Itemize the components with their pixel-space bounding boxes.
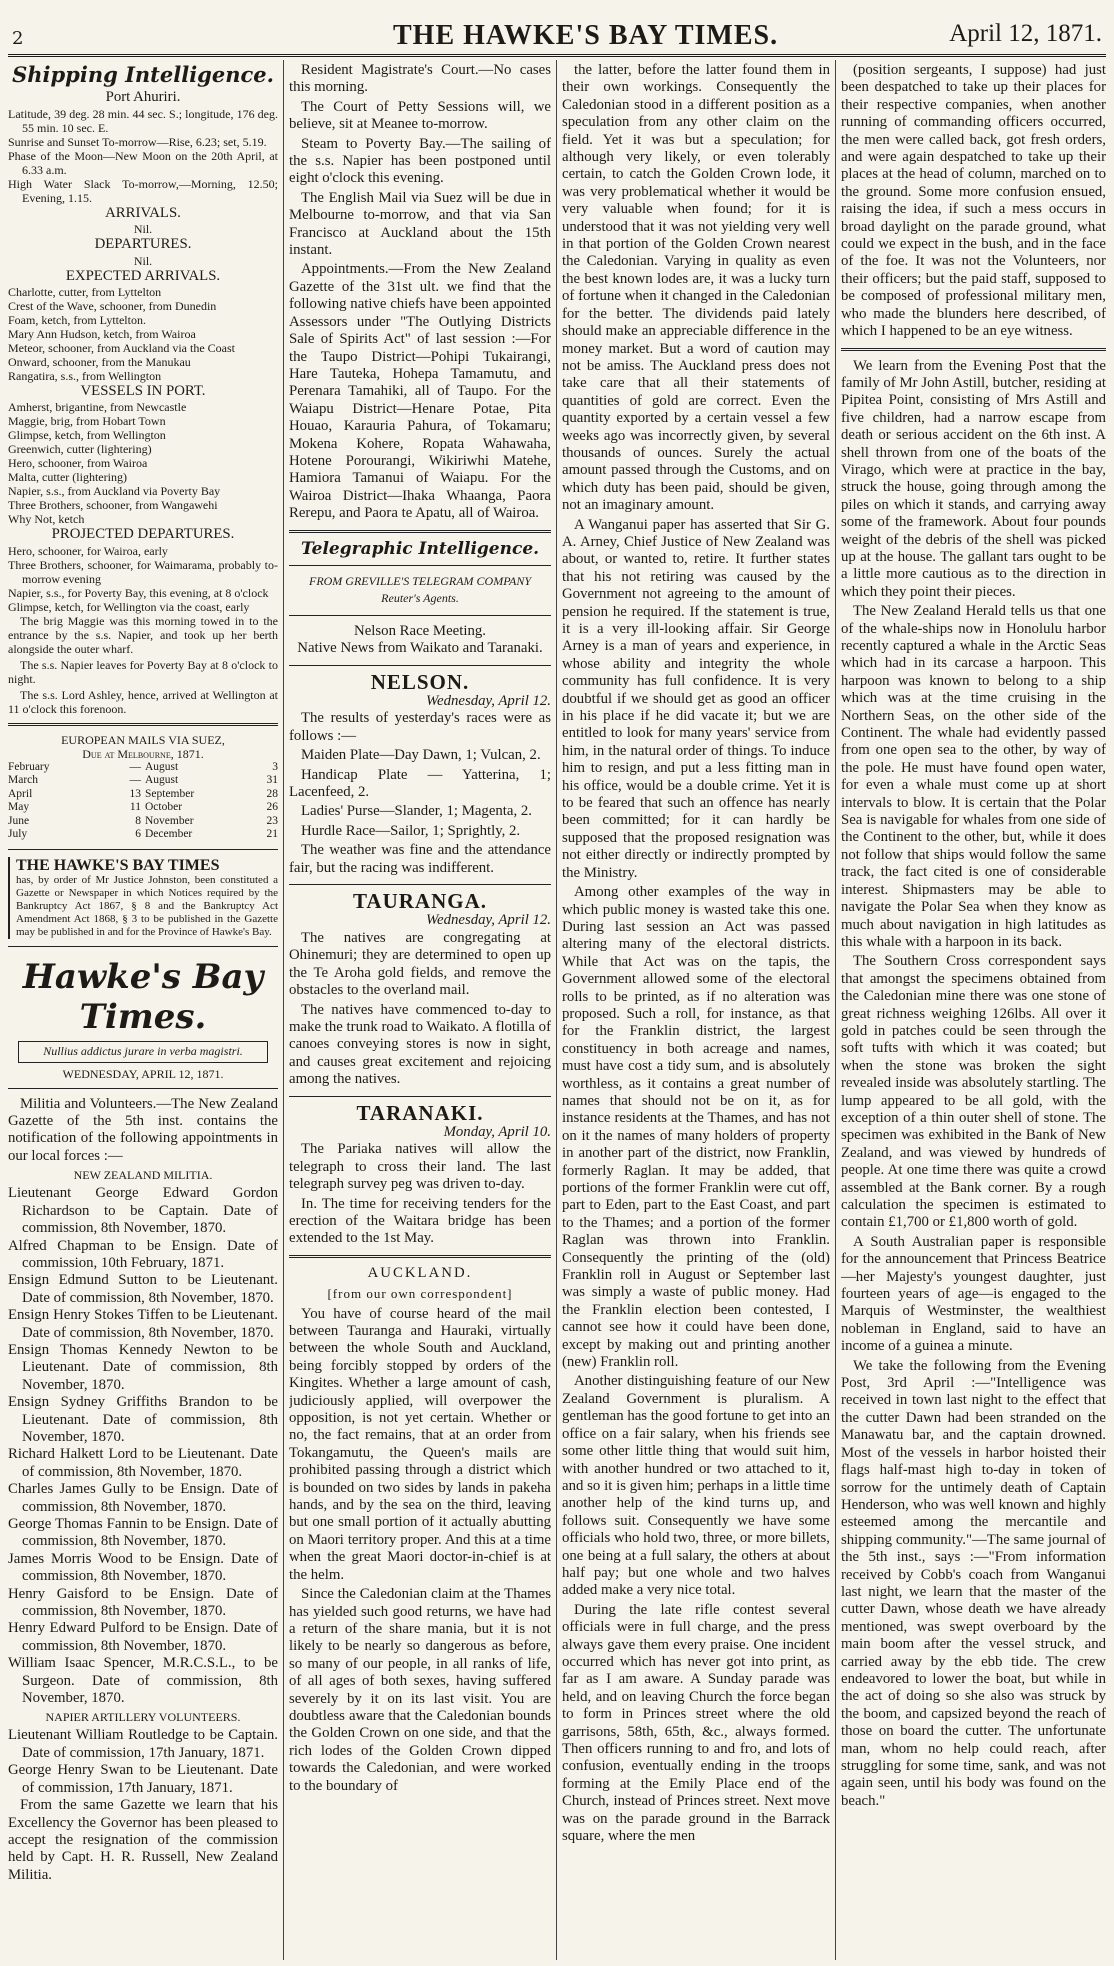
expected-list: [8, 285, 278, 383]
section-rule: [289, 884, 551, 885]
section-rule: [289, 530, 551, 533]
mail-row: [145, 828, 278, 842]
militia-appointment: Henry Edward Pulford to be Ensign. Date of commission, 8th November, 1870.: [8, 1620, 278, 1654]
legal-notice: [8, 857, 278, 939]
column-divider: [835, 60, 836, 1960]
mail-row: [8, 761, 141, 775]
mail-day: —: [129, 760, 141, 773]
expected-vessel: Rangatira, s.s., from Wellington: [8, 369, 162, 384]
projected-departure: Glimpse, ketch, for Wellington via the coast, early: [8, 599, 250, 614]
departures-value: Nil.: [133, 253, 153, 268]
column-divider: [283, 60, 284, 1960]
shipping-note: The brig Maggie was this morning towed in to the entrance by the s.s. Napier, and took up her berth alongside the outer wharf.: [8, 613, 278, 656]
mail-row: [145, 774, 278, 788]
projected-departure: Napier, s.s., for Poverty Bay, this evening, at 8 o'clock: [8, 585, 269, 600]
mail-day: —: [129, 774, 141, 787]
local-news: [289, 62, 551, 523]
shipping-note: The s.s. Lord Ashley, hence, arrived at Wellington at 11 o'clock this forenoon.: [8, 687, 278, 716]
news-paragraph: The natives are congregating at Ohinemuri; they are determined to open up the Te Aroha gold fields, and remove the obstacles to the overland mail.: [289, 929, 551, 999]
tauranga-news: [289, 930, 551, 1089]
militia-appointment: Ensign Henry Stokes Tiffen to be Lieutenant. Date of commission, 8th November, 1870.: [8, 1307, 278, 1341]
telegraph-item: Native News from Waikato and Taranaki.: [297, 640, 543, 657]
expected-heading: EXPECTED ARRIVALS.: [65, 267, 221, 284]
column-4: [841, 62, 1106, 1962]
mail-row: [145, 815, 278, 829]
news-paragraph: A Wanganui paper has asserted that Sir G. A. Arney, Chief Justice of New Zealand was about, or wanted to, retire. It further states that his not retiring was caused by the Government not agreeing to the amount of pension he required. If the statement is true, it is a very ill-looking affair. Sir George Arney is a man of years and experience, in whose ability and integrity the whole community has full confidence. It is very doubtful if we should get as good an officer in his place if he did vacate it; but we are entitled to look for many years' service from him, in the natural order of things. To induce him to resign, and put a less fitting man in his office, would be a double crime. Yet it is to be feared that such an offence has nearly been committed; for it can hardly be supposed that the proposed resignation was not either directly or indirectly prompted by the Ministry.: [562, 516, 830, 881]
militia-appointment: Ensign Edmund Sutton to be Lieutenant. Date of commission, 8th November, 1870.: [8, 1272, 278, 1306]
shipping-heading: Shipping Intelligence.: [12, 62, 274, 87]
arrivals-value: Nil.: [133, 222, 153, 237]
mail-day: 26: [266, 801, 278, 814]
expected-vessel: Foam, ketch, from Lyttelton.: [8, 313, 146, 328]
auckland-heading: AUCKLAND.: [367, 1264, 473, 1281]
mails-right-col: [145, 761, 278, 842]
news-paragraph: Handicap Plate — Yatterina, 1; Lacenfeed, 2.: [289, 766, 551, 801]
news-paragraph: We take the following from the Evening Post, 3rd April :—"Intelligence was received in town last night to the effect that the cutter Dawn had been stranded on the Manawatu bar, and the captain drowned. Most of the vessels in harbor hoisted their flags half-mast high to-day in token of sorrow for the untimely death of Captain Henderson, who was well known and highly esteemed among the mercantile and shipping community."—The same journal of the 5th inst., says :—"From information received by Cobb's coach from Wanganui last night, we learn that the master of the cutter Dawn, whose death we have already mentioned, was swept overboard by the main boom after the vessel struck, and carried away by the ebb tide. The crew endeavored to lower the boat, but while in the act of doing so she also was struck by the boom, and capsized beyond the reach of those on board the cutter. The unfortunate man, whom no help could reach, after struggling for some time, sank, and was not again seen, until his body was found on the beach.": [841, 1357, 1106, 1809]
mail-day: 23: [266, 814, 278, 827]
militia-appointment: George Thomas Fannin to be Ensign. Date of commission, 8th November, 1870.: [8, 1516, 278, 1550]
gazette-note: From the same Gazette we learn that his Excellency the Governor has been pleased to accept the resignation of the commission held by Capt. H. R. Russell, New Zealand Militia.: [8, 1797, 278, 1883]
mail-month: April: [8, 787, 33, 800]
section-rule: [8, 1088, 278, 1089]
port-vessel: Napier, s.s., from Auckland via Poverty Bay: [8, 484, 221, 499]
notice-body: has, by order of Mr Justice Johnston, been constituted a Gazette or Newspaper in which Notices required by the Bankruptcy Act 1867, § 8 and the Bankruptcy Act Amendment Act 1868, § 3 to be published in the Gazette may be published in and for the Province of Hawke's Bay.: [16, 874, 278, 939]
column-2: [289, 62, 551, 1962]
shipping-note: The s.s. Napier leaves for Poverty Bay at 8 o'clock to night.: [8, 657, 278, 686]
mail-month: November: [145, 814, 194, 827]
news-paragraph: The Pariaka natives will allow the telegraph to cross their land. The last telegraph survey peg was driven to-day.: [289, 1141, 551, 1193]
section-rule: [289, 565, 551, 566]
general-news: [841, 62, 1106, 1810]
mail-row: [8, 788, 141, 802]
port-vessel: Amherst, brigantine, from Newcastle: [8, 400, 187, 415]
militia-appointment: Ensign Sydney Griffiths Brandon to be Lieutenant. Date of commission, 8th November, 1870.: [8, 1394, 278, 1445]
masthead: [8, 12, 1106, 54]
projected-departure: Hero, schooner, for Wairoa, early: [8, 543, 168, 558]
shipping-notes: [8, 614, 278, 716]
newspaper-title: THE HAWKE'S BAY TIMES.: [393, 20, 779, 51]
news-paragraph: The Southern Cross correspondent says that amongst the specimens obtained from the Caledonian mine there was one stone of great richness weighing 126lbs. All over it gold in patches could be seen through the soft tufts with which it was coated; but when the stone was broken the sight revealed inside was absolutely startling. The lump appeared to be all gold, with the exception of a thin outer shell of stone. The specimen was exhibited in the Bank of New Zealand, and was viewed by hundreds of people. At one time there was quite a crowd assembled at the Bank corner. By a rough calculation the specimen is estimated to contain £1,700 or £1,800 worth of gold.: [841, 953, 1106, 1231]
militia-appointment: Ensign Thomas Kennedy Newton to be Lieutenant. Date of commission, 8th November, 1870.: [8, 1341, 278, 1393]
mail-month: June: [8, 814, 30, 827]
artillery-appointment: Lieutenant William Routledge to be Captain. Date of commission, 17th January, 1871.: [8, 1727, 278, 1761]
projected-list: [8, 544, 278, 614]
news-paragraph: In. The time for receiving tenders for the erection of the Waitara bridge has been extended to the 1st May.: [289, 1195, 551, 1247]
telegraph-agents: Reuter's Agents.: [381, 591, 459, 606]
militia-heading: NEW ZEALAND MILITIA.: [73, 1168, 213, 1183]
port-name: Port Ahuriri.: [105, 89, 181, 106]
port-info-line: Latitude, 39 deg. 28 min. 44 sec. S.; longitude, 176 deg. 55 min. 10 sec. E.: [8, 106, 278, 135]
port-vessel: Maggie, brig, from Hobart Town: [8, 414, 166, 429]
mails-subheading: Due at Melbourne, 1871.: [82, 746, 204, 761]
paper-motto: Nullius addictus jurare in verba magistri.: [18, 1041, 268, 1062]
dateline-tauranga: TAURANGA.: [352, 889, 488, 914]
section-rule: [289, 1096, 551, 1097]
projected-departure: Three Brothers, schooner, for Waimarama, probably to-morrow evening: [8, 557, 278, 586]
news-paragraph: The natives have commenced to-day to make the trunk road to Waikato. A flotilla of canoes conveying stores is now in sight, and causes great excitement and rejoicing among the natives.: [289, 1001, 551, 1088]
telegraph-source: FROM GREVILLE'S TELEGRAM COMPANY: [308, 573, 531, 588]
mail-row: [8, 774, 141, 788]
mail-month: September: [145, 787, 195, 800]
column-3: [562, 62, 830, 1962]
news-paragraph: During the late rifle contest several officials were in full charge, and the press always gave them every praise. One incident occurred which has never got into print, as far as I am aware. A Sunday parade was held, and on leaving Church the force began to form in Princes street where the old garrisons, 58th, 65th, &c., always formed. Then officers running to and fro, and lots of confusion, eventually ending in the troops forming at the Emily Place end of the Church, instead of Princes street. Next move was on the parade ground in the Barrack square, where the men: [562, 1601, 830, 1845]
militia-appointment: Alfred Chapman to be Ensign. Date of commission, 10th February, 1871.: [8, 1237, 278, 1271]
dateline-taranaki: TARANAKI.: [356, 1100, 484, 1125]
militia-intro: Militia and Volunteers.—The New Zealand Gazette of the 5th inst. contains the notification of the following appointments in our local forces :—: [8, 1095, 278, 1164]
mail-day: 6: [135, 828, 141, 841]
militia-appointment: James Morris Wood to be Ensign. Date of commission, 8th November, 1870.: [8, 1550, 278, 1585]
news-paragraph: The English Mail via Suez will be due in Melbourne to-morrow, and that via San Francisco at Auckland about the 15th instant.: [289, 189, 551, 259]
mail-day: 3: [272, 760, 278, 773]
port-vessel: Malta, cutter (lightering): [8, 470, 127, 485]
mail-day: 8: [135, 814, 141, 827]
mail-row: [8, 828, 141, 842]
departures-heading: DEPARTURES.: [94, 236, 192, 253]
nelson-date: Wednesday, April 12.: [426, 693, 551, 709]
news-paragraph: (position sergeants, I suppose) had just been despatched to take up their places for their respective companies, when another running of commanding officers occurred, the men were called back, got fresh orders, and were again despatched to take up their places at the head of column, marched on to the ground. Some more confusion ensued, raising the idea, if such a mess occurs in broad daylight on the parade ground, what could we expect in the bush, and in the face of the foe. It was not the Volunteers, nor their officers; but the paid staff, supposed to be composed of professional military men, who made the blunders here described, of which I happened to be an eye witness.: [841, 62, 1106, 340]
vessels-list: [8, 400, 278, 526]
militia-appointment: Richard Halkett Lord to be Lieutenant. Date of commission, 8th November, 1870.: [8, 1446, 278, 1480]
port-vessel: Three Brothers, schooner, from Wangawehi: [8, 498, 218, 513]
port-info-line: Phase of the Moon—New Moon on the 20th April, at 6.33 a.m.: [8, 148, 278, 177]
mail-row: [8, 815, 141, 829]
news-paragraph: Hurdle Race—Sailor, 1; Sprightly, 2.: [301, 822, 521, 839]
column-divider: [556, 60, 557, 1960]
expected-vessel: Crest of the Wave, schooner, from Dunedin: [8, 299, 217, 314]
news-paragraph: Since the Caledonian claim at the Thames has yielded such good returns, we have had a return of the share mania, but it is not likely to be nearly so dangerous as before, so many of our people, in all ranks of life, of all ages of both sexes, having suffered severely by it on its last visit. You are doubtless aware that the Caledonian bounds the Golden Crown on one side, and that the rich lodes of the Golden Crown dipped towards the Caledonian, and were worked to the boundary of: [289, 1586, 551, 1794]
news-paragraph: We learn from the Evening Post that the family of Mr John Astill, butcher, residing at Pipitea Point, consisting of Mrs Astill and five children, had a narrow escape from death or serious accident on the 6th inst. A shell thrown from one of the boats of the Virago, which were at practice in the bay, struck the house, going through among the piles on which it stands, and carrying away some of the framework. About four pounds weight of the debris of the shell was picked up at the house. The gallant tars ought to be a little more cautious as to the direction in which they point their pieces.: [841, 357, 1106, 600]
section-rule: [841, 348, 1106, 351]
auckland-subheading: [from our own correspondent]: [327, 1286, 513, 1302]
artillery-appointment: George Henry Swan to be Lieutenant. Date of commission, 17th January, 1871.: [8, 1762, 278, 1796]
expected-vessel: Onward, schooner, from the Manukau: [8, 355, 191, 370]
paper-date: WEDNESDAY, APRIL 12, 1871.: [62, 1066, 224, 1081]
nelson-news: [289, 710, 551, 877]
expected-vessel: Charlotte, cutter, from Lyttelton: [8, 285, 162, 300]
vessels-heading: VESSELS IN PORT.: [80, 383, 206, 400]
paper-nameplate: Hawke's Bay Times.: [22, 957, 264, 1038]
expected-vessel: Mary Ann Hudson, ketch, from Wairoa: [8, 327, 196, 342]
dateline-nelson: NELSON.: [370, 669, 470, 694]
mail-month: October: [145, 801, 183, 814]
telegraph-item: Nelson Race Meeting.: [354, 622, 486, 639]
mails-table: [8, 761, 278, 842]
news-paragraph: Another distinguishing feature of our New Zealand Government is pluralism. A gentleman has the good fortune to get into an office on a fair salary, when his friends see some other little thing that would suit him, with another hundred or two attached to it, and so it is given him; perhaps in a little time another help of the kind turns up, and follows suit. Consequently we have some officials who hold two, three, or more billets, one being at a full salary, the others at about half pay; but one whole and two halves added make a very nice total.: [562, 1373, 830, 1599]
news-paragraph: Among other examples of the way in which public money is wasted take this one. During last session an Act was passed altering many of the electoral districts. While that Act was on the tapis, the Government allowed some of the electoral rolls to be printed, as if no alteration was proposed. Such a roll, for instance, as that for the Franklin district, the largest constituency in both acreage and names, must have cost a tidy sum, and is absolutely worthless, as it contains a great number of names that should not be on it, as for instance residents at the Thames, and has not on it the names of many holders of property in another part of the district, now Franklin, formerly Raglan. It may be added, that portions of the former Franklin were cut off, part to Eden, part to the East Coast, and part to the Thames; and a portion of the former Raglan was thrown into Franklin. Consequently the printing of the (old) Franklin roll in August or September last was simply a waste of public money. Had the Franklin election been contested, I cannot see how it could have been done, except by making out and printing another (new) Franklin roll.: [562, 884, 830, 1371]
mail-row: [145, 788, 278, 802]
newspaper-page: [8, 0, 1106, 1966]
tauranga-date: Wednesday, April 12.: [426, 912, 551, 929]
news-paragraph: Resident Magistrate's Court.—No cases this morning.: [289, 62, 551, 96]
mail-day: 31: [266, 774, 278, 787]
news-paragraph: The results of yesterday's races were as follows :—: [289, 710, 551, 744]
section-rule: [289, 1255, 551, 1258]
news-paragraph: Maiden Plate—Day Dawn, 1; Vulcan, 2.: [301, 747, 541, 764]
militia-appointment: Henry Gaisford to be Ensign. Date of commission, 8th November, 1870.: [8, 1585, 278, 1620]
mail-day: 11: [129, 801, 141, 814]
news-paragraph: The New Zealand Herald tells us that one of the whale-ships now in Honolulu harbor recently captured a whale in the Arctic Seas which had in its carcase a harpoon. This harpoon was known to belong to a ship which was at the time cruising in the Northern Seas, on the other side of the Continent. The whale had evidently passed from one open sea to the other, by way of the pole. He must have found open water, for even a whale must come up at short intervals to blow. It is certain that the Polar Sea is navigable for whales from one side of the Continent to the other, but, while it does not follow that ships would follow the same track, the fact cited is one of considerable interest. Shipmasters may be able to navigate the Polar Sea when they know as much about navigation in high latitudes as this whale with a harpoon in its back.: [841, 603, 1106, 950]
militia-appointment: Lieutenant George Edward Gordon Richardson to be Captain. Date of commission, 8th November, 1870.: [8, 1185, 278, 1237]
auckland-letter: [289, 1306, 551, 1795]
artillery-heading: NAPIER ARTILLERY VOLUNTEERS.: [45, 1710, 241, 1725]
mail-day: 13: [129, 787, 141, 800]
mail-month: July: [8, 828, 28, 841]
mail-month: August: [145, 760, 179, 773]
news-paragraph: Ladies' Purse—Slander, 1; Magenta, 2.: [301, 803, 532, 820]
port-info-line: Sunrise and Sunset To-morrow—Rise, 6.23; set, 5.19.: [8, 134, 267, 149]
militia-appointment: Charles James Gully to be Ensign. Date of commission, 8th November, 1870.: [8, 1481, 278, 1515]
mails-left-col: [8, 761, 141, 842]
port-info-line: High Water Slack To-morrow,—Morning, 12.50; Evening, 1.15.: [8, 176, 278, 205]
arrivals-heading: ARRIVALS.: [105, 204, 181, 221]
telegraph-heading: Telegraphic Intelligence.: [300, 538, 540, 559]
mail-month: May: [8, 801, 30, 814]
news-paragraph: A South Australian paper is responsible for the announcement that Princess Beatrice—her Majesty's youngest daughter, just fourteen years of age—is engaged to the Marquis of Westminster, the wealthiest nobleman in England, said to have an income of a guinea a minute.: [841, 1233, 1106, 1355]
taranaki-news: [289, 1141, 551, 1247]
port-vessel: Greenwich, cutter (lightering): [8, 442, 152, 457]
projected-heading: PROJECTED DEPARTURES.: [51, 526, 235, 543]
news-paragraph: the latter, before the latter found them in their own workings. Consequently the Caledonian stood in a different position as a speculation from any other claim on the field. Yet it was but a speculation; for although very likely, or even tolerably certain, to catch the Golden Crown lode, it was very problematical whether it would be very valuable when found; for it is understood that it was not yielding very well in that portion of the Golden Crown nearest the Caledonian. Varying in quality as even the best known lodes are, it was a lucky turn of fortune when it changed in the Caledonian for the better. The dividends paid lately should make an appreciable difference in the money market. But a word of caution may not be amiss. The Auckland press does not take care that all their statements of quantities of gold are correct. Even the quantity exported by a certain vessel a few weeks ago was incorrectly given, by several thousands of ounces. Surely the actual amount passed through the Customs, and on which duty has been paid, should be given, not an imaginary amount.: [562, 62, 830, 514]
news-paragraph: The Court of Petty Sessions will, we believe, sit at Meanee to-morrow.: [289, 98, 551, 133]
news-paragraph: Steam to Poverty Bay.—The sailing of the s.s. Napier has been postponed until eight o'clock this evening.: [289, 135, 551, 187]
mail-day: 28: [266, 787, 278, 800]
column-1: [8, 62, 278, 1962]
news-paragraph: Appointments.—From the New Zealand Gazette of the 31st ult. we find that the following native chiefs have been appointed Assessors under "The Outlying Districts Sale of Spirits Act" of last session :—For the Taupo District—Pohipi Tukairangi, Hare Tauteka, Hohepa Tamamutu, and Perenara Tamahiki, all of Taupo. For the Waiapu District—Henare Potae, Pita Houao, Karauria Pahura, of Tokamaru; Mokena Kohere, Ropata Wahawaha, Hotene Porourangi, Wikiriwhi Matehe, Hamiora Tamanui of Waiapu. For the Wairoa District—Ihaka Whaanga, Paora Rerepu, and Paora te Apatu, all of Wairoa.: [289, 261, 551, 522]
section-rule: [8, 946, 278, 947]
mail-month: December: [145, 828, 193, 841]
mail-month: August: [145, 774, 179, 787]
section-rule: [289, 665, 551, 666]
taranaki-date: Monday, April 10.: [443, 1123, 551, 1140]
mails-heading: EUROPEAN MAILS VIA SUEZ,: [61, 732, 225, 747]
militia-appointment: William Isaac Spencer, M.R.C.S.L., to be Surgeon. Date of commission, 8th November, 1870.: [8, 1655, 278, 1707]
notice-heading: THE HAWKE'S BAY TIMES: [16, 856, 220, 874]
mail-row: [145, 761, 278, 775]
page-number: 2: [12, 28, 24, 49]
section-rule: [8, 723, 278, 726]
militia-list: [8, 1185, 278, 1707]
mail-row: [8, 801, 141, 815]
news-paragraph: You have of course heard of the mail between Tauranga and Hauraki, virtually between the whole South and Auckland, being forcibly stopped by orders of the Kingites. Whether a large amount of cash, judiciously applied, will overpower the opposition, is not yet certain. Whether or no, the fact remains, that at an order from Tokangamutu, the Queen's mails are prohibited passing through a district which is bounded on two sides by lands in pakeha hands, and by the sea on the third, leaving but one small portion of it actually abutting on Maori territory proper. And this at a time when the great Maori doctor-in-chief is at the helm.: [289, 1305, 551, 1583]
mail-row: [145, 801, 278, 815]
mail-month: March: [8, 774, 39, 787]
port-info: [8, 107, 278, 205]
port-vessel: Why Not, ketch: [8, 512, 85, 527]
news-paragraph: The weather was fine and the attendance fair, but the racing was indifferent.: [289, 842, 551, 876]
issue-date: April 12, 1871.: [949, 20, 1102, 47]
port-vessel: Glimpse, ketch, from Wellington: [8, 428, 166, 443]
mail-month: February: [8, 760, 50, 773]
mail-day: 21: [266, 828, 278, 841]
section-rule: [8, 849, 278, 850]
expected-vessel: Meteor, schooner, from Auckland via the Coast: [8, 341, 235, 356]
section-rule: [289, 615, 551, 616]
artillery-list: [8, 1727, 278, 1797]
auckland-letter-continued: [562, 62, 830, 1845]
masthead-rule: [8, 54, 1106, 57]
port-vessel: Hero, schooner, from Wairoa: [8, 456, 148, 471]
